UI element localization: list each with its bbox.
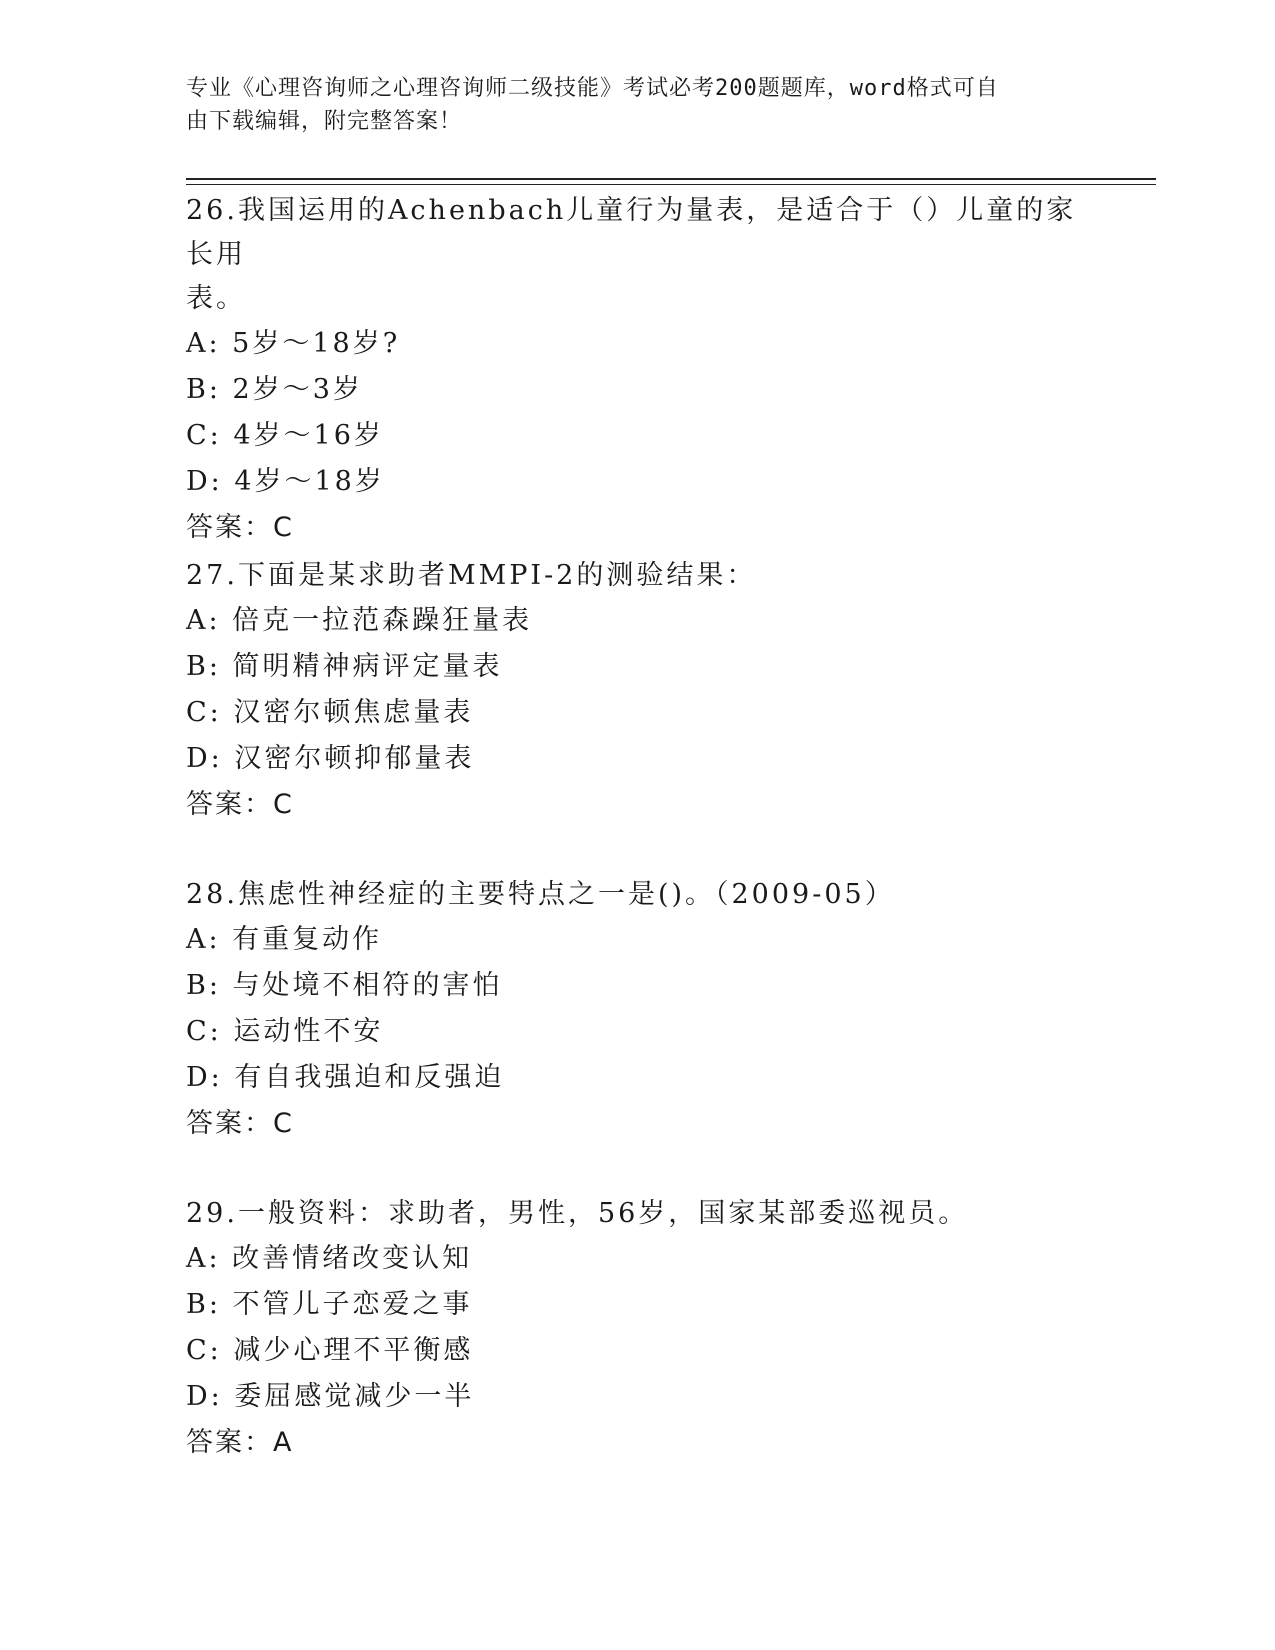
question-stem-continued: 表。 <box>186 283 246 314</box>
option-b: B: 不管儿子恋爱之事 <box>186 1289 473 1320</box>
question-26 <box>186 189 1086 551</box>
option-d: D: 汉密尔顿抑郁量表 <box>186 743 475 774</box>
option-b: B: 简明精神病评定量表 <box>186 651 503 682</box>
header-line-2: 由下载编辑，附完整答案！ <box>186 109 463 134</box>
option-d: D: 4岁～18岁 <box>186 466 385 497</box>
option-c: C: 运动性不安 <box>186 1016 384 1047</box>
answer-line: 答案：C <box>186 1108 294 1139</box>
question-stem: 26.我国运用的Achenbach儿童行为量表，是适合于（）儿童的家长用 <box>186 195 1077 270</box>
answer-line: 答案：C <box>186 789 294 820</box>
option-a: A: 倍克一拉范森躁狂量表 <box>186 605 533 636</box>
option-b: B: 2岁～3岁 <box>186 374 363 405</box>
option-c: C: 减少心理不平衡感 <box>186 1335 474 1366</box>
option-a: A: 改善情绪改变认知 <box>186 1243 473 1274</box>
header-divider-thick <box>186 178 1156 180</box>
option-d: D: 委屈感觉减少一半 <box>186 1381 475 1412</box>
header-divider-thin <box>186 184 1156 185</box>
question-stem: 28.焦虑性神经症的主要特点之一是()。（2009-05） <box>186 879 895 910</box>
document-header <box>186 72 1066 138</box>
question-28 <box>186 873 1086 1147</box>
option-a: A: 有重复动作 <box>186 924 383 955</box>
question-stem: 27.下面是某求助者MMPI-2的测验结果： <box>186 560 757 591</box>
option-b: B: 与处境不相符的害怕 <box>186 970 503 1001</box>
option-a: A: 5岁～18岁? <box>186 328 401 359</box>
answer-line: 答案：A <box>186 1427 294 1458</box>
option-d: D: 有自我强迫和反强迫 <box>186 1062 505 1093</box>
option-c: C: 汉密尔顿焦虑量表 <box>186 697 474 728</box>
question-29 <box>186 1192 1086 1466</box>
question-27 <box>186 554 1086 828</box>
header-line-1: 专业《心理咨询师之心理咨询师二级技能》考试必考200题题库，word格式可自 <box>186 76 999 101</box>
question-stem: 29.一般资料：求助者，男性，56岁，国家某部委巡视员。 <box>186 1198 969 1229</box>
option-c: C: 4岁～16岁 <box>186 420 384 451</box>
answer-line: 答案：C <box>186 512 294 543</box>
